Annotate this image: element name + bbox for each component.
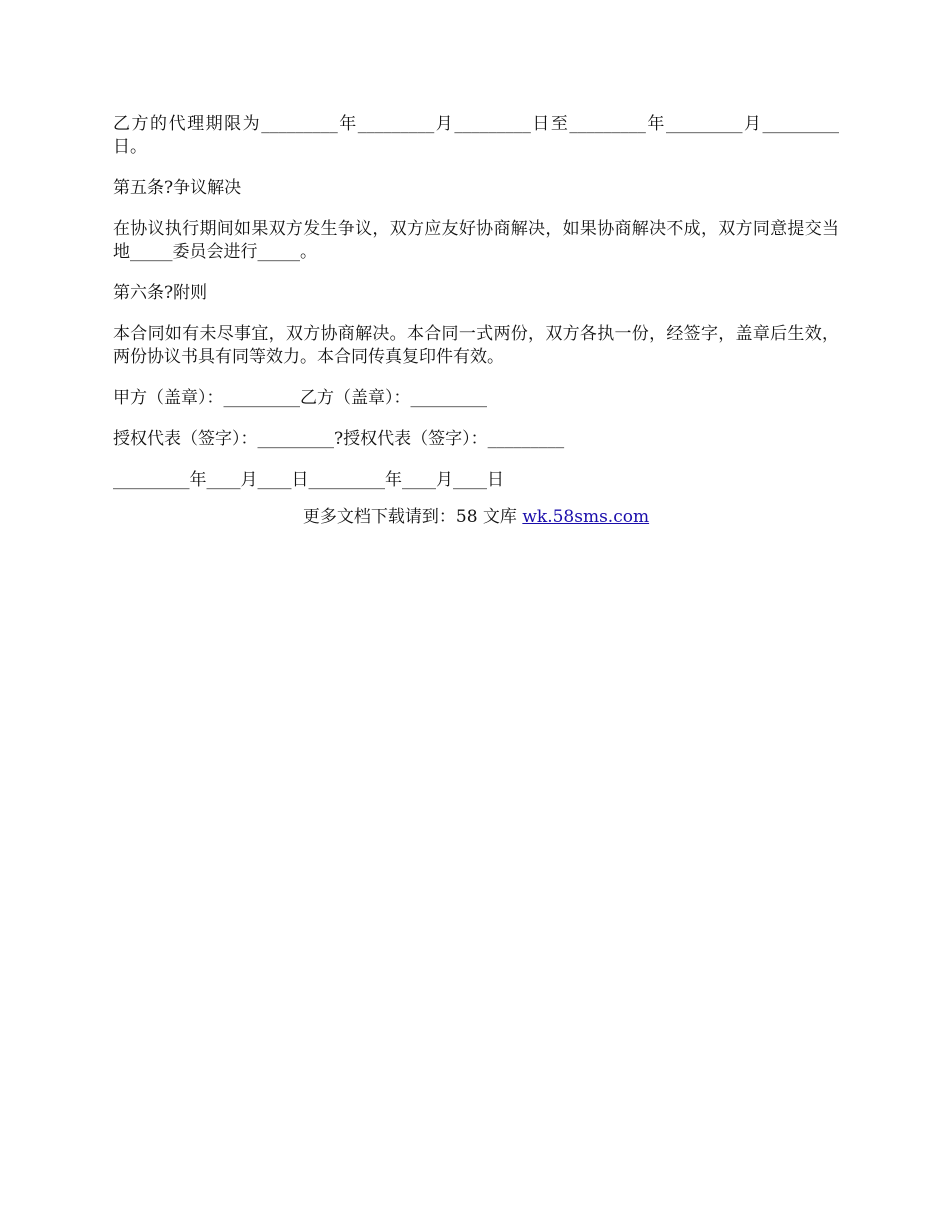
footer-link[interactable]: wk.58sms.com — [522, 507, 650, 527]
article-5-heading: 第五条?争议解决 — [113, 178, 242, 198]
supplementary-clause: 本合同如有未尽事宜，双方协商解决。本合同一式两份，双方各执一份，经签字，盖章后生效，两份协议书具有同等效力。本合同传真复印件有效。 — [113, 324, 839, 367]
authorized-signature-line: 授权代表（签字）：_________?授权代表（签字）：_________ — [113, 429, 565, 449]
document-page — [113, 113, 839, 529]
dispute-resolution-clause: 在协议执行期间如果双方发生争议，双方应友好协商解决，如果协商解决不成，双方同意提交当地_____委员会进行_____。 — [113, 219, 839, 262]
download-footer — [113, 506, 839, 529]
agency-term-clause: 乙方的代理期限为_________年_________月_________日至_________年_________月_________日。 — [113, 114, 839, 157]
article-6-heading: 第六条?附则 — [113, 283, 208, 303]
party-seal-line: 甲方（盖章）：_________乙方（盖章）：_________ — [113, 388, 487, 408]
footer-prefix: 更多文档下载请到：58 文库 — [302, 507, 523, 527]
date-line: _________年____月____日_________年____月____日 — [113, 470, 504, 490]
